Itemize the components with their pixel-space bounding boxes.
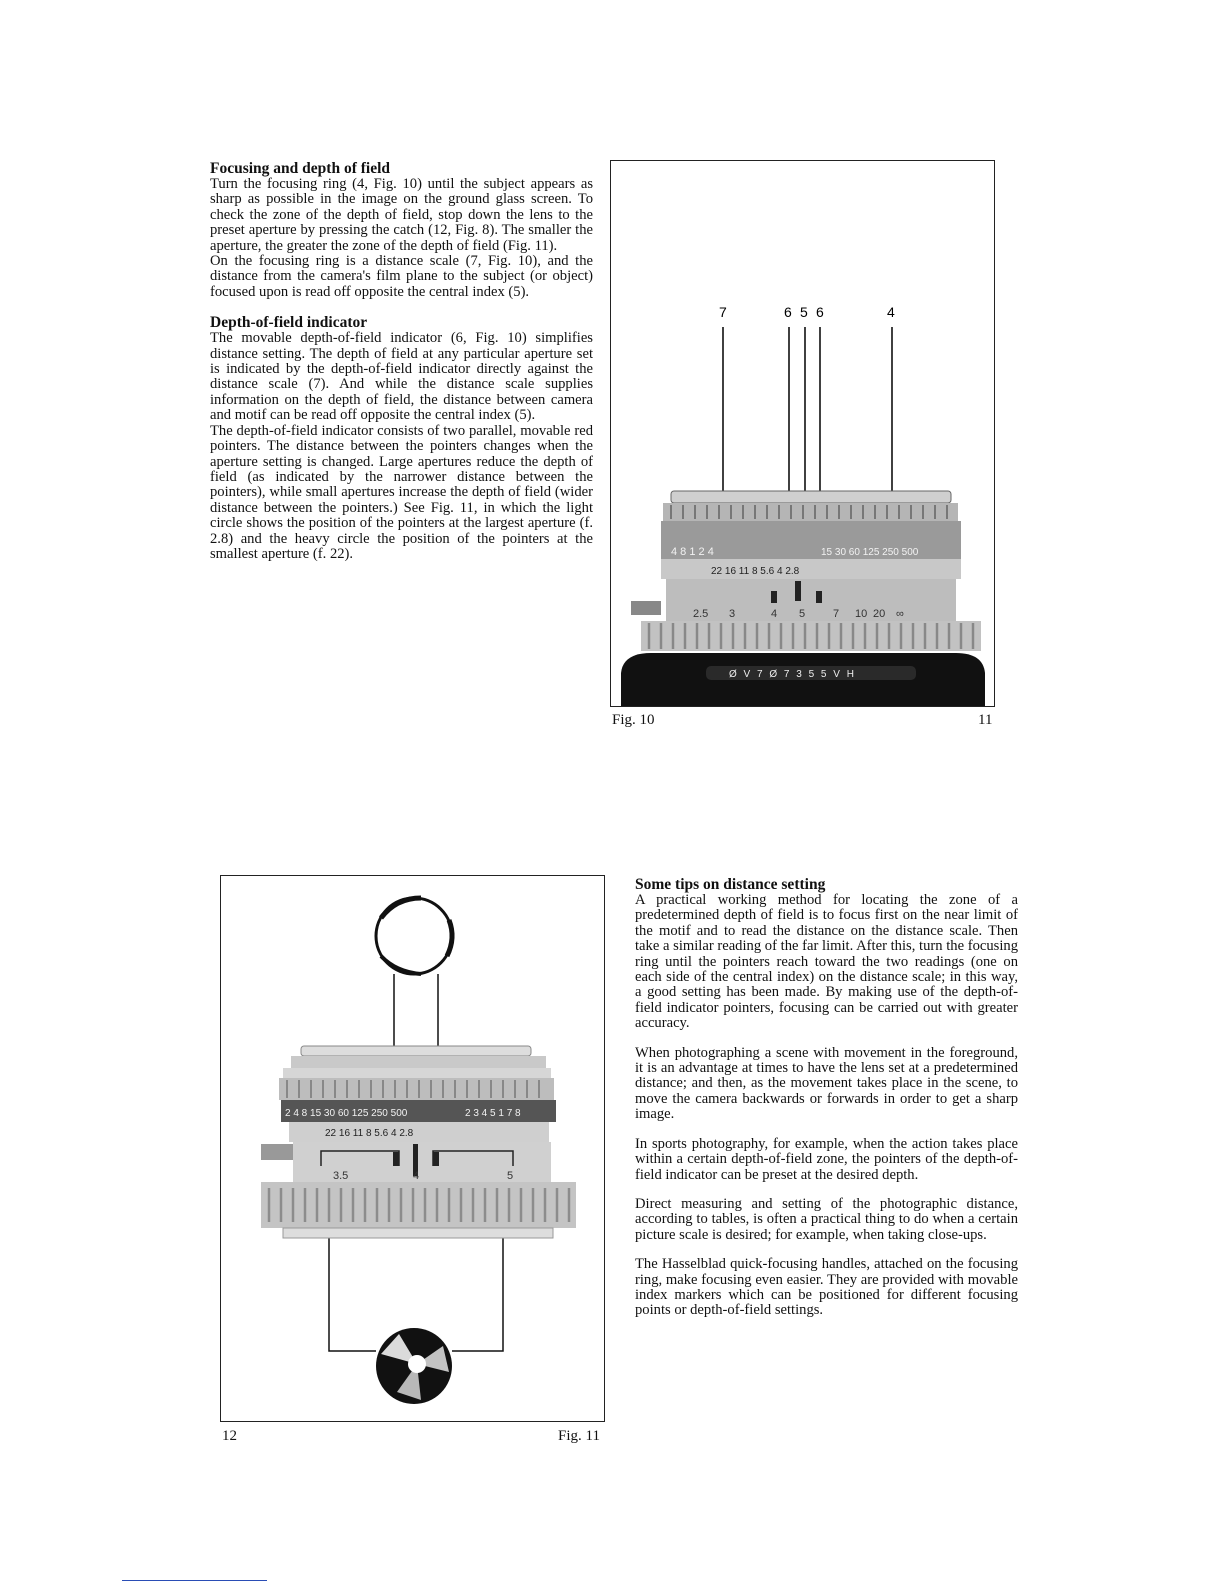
- distance-tick: 10: [855, 608, 868, 620]
- extra-scale: 2 3 4 5 1 7 8: [465, 1108, 521, 1119]
- paragraph: The Hasselblad quick-focusing handles, attached on the focusing ring, make focusing even easier. They are provided with movable index markers which can be positioned for different focusing points or depth-of-field settings.: [635, 1256, 1018, 1319]
- page-number-12: 12: [222, 1428, 237, 1444]
- fig11-figure: [220, 875, 605, 1422]
- dof-pointer-right: [433, 1152, 439, 1166]
- distance-tick: 7: [833, 608, 840, 620]
- central-index: [795, 581, 801, 601]
- fig10-figure: [610, 160, 995, 707]
- aperture-wide-icon: [376, 898, 452, 974]
- dof-pointer-right: [816, 591, 822, 603]
- paragraph: The depth-of-field indicator consists of two parallel, movable red pointers. The distance between the pointers changes when the aperture setting is changed. Large apertures reduce the depth of field (as indicated by the narrower distance between the pointers), while small apertures increase the depth of field (wider distance between the pointers.) See Fig. 11, in which the light circle shows the position of the pointers at the largest aperture (f. 2.8) and the heavy circle the position of the pointers at the smallest aperture (f. 22).: [210, 422, 593, 562]
- paragraph: On the focusing ring is a distance scale (7, Fig. 10), and the distance from the camera's film plane to the subject (or object) focused upon is read off opposite the central index (5).: [210, 253, 593, 300]
- lens-body: [261, 1046, 576, 1238]
- fig11-lens-illustration: [221, 876, 604, 1421]
- distance-tick: ∞: [896, 608, 904, 620]
- aperture-scale: 22 16 11 8 5.6 4 2.8: [325, 1128, 414, 1139]
- section-heading-tips: Some tips on distance setting: [635, 876, 826, 893]
- distance-tick: 4: [771, 608, 778, 620]
- shutter-scale: 15 30 60 125 250 500: [821, 547, 919, 558]
- paragraph: A practical working method for locating the zone of a predetermined depth of field is to focus first on the near limit of the motif and to read the distance on the distance scale. Then take a similar reading of the far limit. After this, turn the focusing ring until the pointers reach toward the two readings (one on each side of the central index) on the distance scale; in this way, a good setting has been made. By making use of the depth-of-field indicator pointers, focusing can be carried out with greater accuracy.: [635, 892, 1018, 1032]
- paragraph: The movable depth-of-field indicator (6, Fig. 10) simplifies distance setting. The depth of field at any particular aperture set is indicated by the depth-of-field indicator directly against the distance scale (7). And while the distance scale supplies information on the depth of field, the distance between camera and motif can be read off opposite the central index (5).: [210, 330, 593, 424]
- dof-pointer-left: [393, 1152, 399, 1166]
- fig10-caption: Fig. 10: [612, 712, 655, 728]
- distance-tick: 4: [413, 1170, 420, 1182]
- callout-label: 7: [719, 304, 727, 320]
- dof-pointer-left: [771, 591, 777, 603]
- paragraph: Direct measuring and setting of the photographic distance, according to tables, is often a practical thing to do when a certain picture scale is desired; for example, when taking close-ups.: [635, 1195, 1018, 1243]
- section-heading-focusing: Focusing and depth of field: [210, 160, 391, 177]
- top-text-column: [210, 160, 593, 562]
- paragraph: When photographing a scene with movement in the foreground, it is an advantage at times to have the lens set at a predetermined distance; and then, as the movement takes place in the scene, to move the camera backwards or forwards in order to get a sharp image.: [635, 1044, 1018, 1123]
- paragraph: In sports photography, for example, when the action takes place within a certain depth-of-field zone, the pointers of the depth-of-field indicator can be preset at the desired depth.: [635, 1135, 1018, 1183]
- aperture-narrow-icon: [376, 1328, 452, 1404]
- fig11-caption: Fig. 11: [558, 1428, 600, 1444]
- paragraph: Turn the focusing ring (4, Fig. 10) until the subject appears as sharp as possible in the image on the ground glass screen. To check the zone of the depth of field, stop down the lens to the preset aperture by pressing the catch (12, Fig. 8). The smaller the aperture, the greater the zone of the depth of field (Fig. 11).: [210, 176, 593, 254]
- scan-artifact-line: [122, 1580, 267, 1581]
- page-number-11: 11: [978, 712, 993, 728]
- fig10-lens-illustration: [611, 161, 994, 706]
- distance-tick: 5: [507, 1170, 514, 1182]
- distance-tick: 2.5: [693, 608, 709, 620]
- callout-label: 4: [887, 304, 895, 320]
- plate-text: Ø V 7 Ø 7 3 5 5 V H: [729, 669, 856, 680]
- callout-label: 5: [800, 304, 808, 320]
- callout-label: 6: [816, 304, 824, 320]
- distance-tick: 5: [799, 608, 806, 620]
- timer-scale: 4 8 1 2 4: [671, 546, 714, 558]
- shutter-scale: 2 4 8 15 30 60 125 250 500: [285, 1108, 408, 1119]
- distance-tick: 20: [873, 608, 886, 620]
- callout-label: 6: [784, 304, 792, 320]
- bottom-text-column: [635, 876, 1018, 1319]
- aperture-scale: 22 16 11 8 5.6 4 2.8: [711, 566, 800, 577]
- distance-tick: 3: [729, 608, 736, 620]
- section-heading-dof-indicator: Depth-of-field indicator: [210, 314, 368, 332]
- distance-tick: 3.5: [333, 1170, 349, 1182]
